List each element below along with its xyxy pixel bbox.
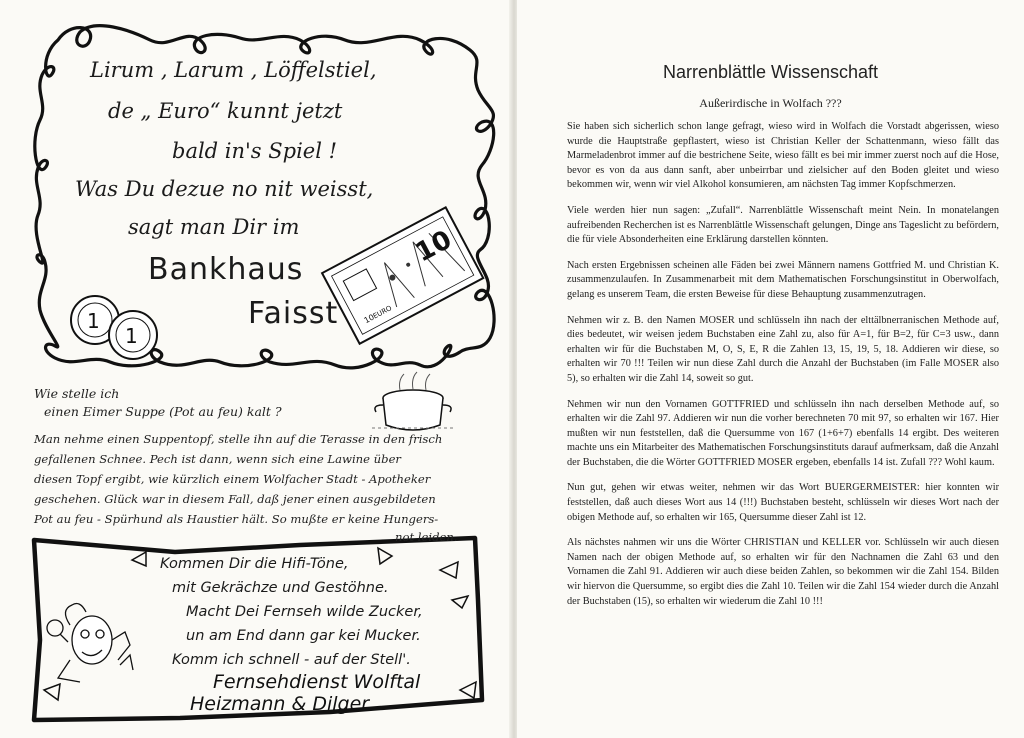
svg-text:1: 1 bbox=[87, 309, 100, 333]
bankhaus-ad-line: bald in's Spiel ! bbox=[172, 139, 338, 163]
svg-text:1: 1 bbox=[125, 324, 138, 348]
article-paragraph: Nehmen wir z. B. den Namen MOSER und schlüsseln ihn nach der elttälbnerranischen Methode auf, dies bedeutet, wir weisen jedem Buchstaben eine Zahl zu, also für A=1, für B=2, für C=3 usw., dann erhalten wir für die Buchstaben M, O, S, E, R die Zahlen 13, 15, 19, 5, 18. Addieren wir diese, so erhalten wir 70 !!! Teilen wir nun diese Zahl durch die Anzahl der Buchstaben (im Falle MOSER also 5), so erhalten wir die Zahl 14, soweit so gut. bbox=[567, 314, 999, 384]
fernseh-ad-line: un am End dann gar kei Mucker. bbox=[186, 628, 421, 644]
joke-heading: Wie stelle ich bbox=[34, 386, 120, 401]
fernseh-ad-line: Komm ich schnell - auf der Stell'. bbox=[172, 652, 411, 668]
bankhaus-ad-line: Was Du dezue no nit weisst, bbox=[75, 177, 374, 201]
cooking-pot-illustration bbox=[372, 372, 455, 430]
article-paragraph: Nach ersten Ergebnissen scheinen alle Fäden bei zwei Männern namens Gottfried M. und Christian K. zusammenzulaufen. In Zusammenarbeit mit dem Mathematischen Forschungsinstitut in Oberwolfach, gelang es unserem Team, die ersten Beweise für diese Behauptung zusammenzutragen. bbox=[567, 259, 999, 300]
joke-line: diesen Topf ergibt, wie kürzlich einem Wolfacher Stadt - Apotheker bbox=[34, 472, 431, 486]
fernseh-ad-line: Macht Dei Fernseh wilde Zucker, bbox=[186, 604, 423, 620]
article-body bbox=[567, 120, 999, 620]
bankhaus-ad-line: Lirum , Larum , Löffelstiel, bbox=[90, 58, 377, 82]
article-subtitle: Außerirdische in Wolfach ??? bbox=[699, 96, 842, 110]
article-paragraph: Nun gut, gehen wir etwas weiter, nehmen wir das Wort BUERGERMEISTER: hier konnten wir feststellen, daß auch dieses Wort aus 14 (!!!) Buchstaben besteht, schlüsseln wir dieses Wort nach der obigen Methode auf, so erhalten wir 165, Quersumme dieser Zahl ist 12. bbox=[567, 482, 999, 523]
joke-line: geschehen. Glück war in diesem Fall, daß jener einen ausgebildeten bbox=[34, 492, 436, 506]
euro-coins-illustration bbox=[71, 296, 157, 359]
cartoon-technician-illustration bbox=[47, 604, 133, 682]
bankhaus-ad-line: de „ Euro“ kunnt jetzt bbox=[108, 99, 343, 123]
shop-owners: Heizmann & Dilger bbox=[190, 693, 370, 715]
shop-name: Fernsehdienst Wolftal bbox=[213, 671, 421, 693]
joke-line: gefallenen Schnee. Pech ist dann, wenn sich eine Lawine über bbox=[34, 452, 401, 466]
article-paragraph: Nehmen wir nun den Vornamen GOTTFRIED und schlüsseln ihn nach derselben Methode auf, so erhalten wir die Zahl 97. Addieren wir nun die vorher berechneten 70 mit 97, so erhalten wir 167. Hier mußten wir nun feststellen, daß die Quersumme von 167 (1+6+7) ebenfalls 14 ergibt. Des weiteren machte uns ein Mitarbeiter des Mathematischen Forschungsinstituts darauf aufmerksam, daß die Anzahl der Buchstaben, die die Wörter GOTTFRIED MOSER ergeben, ebenfalls 14 ist. Zufall ??? Wohl kaum. bbox=[567, 398, 999, 468]
bank-name-second: Faisst bbox=[248, 296, 339, 331]
article-title: Narrenblättle Wissenschaft bbox=[662, 62, 879, 82]
right-page bbox=[517, 0, 1024, 738]
svg-text:10: 10 bbox=[410, 224, 457, 269]
banknote-illustration bbox=[322, 207, 483, 343]
joke-heading-second: einen Eimer Suppe (Pot au feu) kalt ? bbox=[44, 404, 282, 419]
article-paragraph: Als nächstes nahmen wir uns die Wörter CHRISTIAN und KELLER vor. Schlüsseln wir auch diesen Namen nach der obigen Methode auf, so erhalten wir für den Nachnamen die Zahl 63 und den Vornamen die Zahl 91. Addieren wir auch diese beiden Zahlen, so bekommen wir die Zahl 154. Bilden wir hiervon die Quersumme, so ergibt dies die Zahl 10. Teilen wir die Zahl 154 wieder durch die Anzahl der Buchstaben (15), so erhalten wir wiederum die Zahl 10 !!! bbox=[567, 537, 999, 607]
joke-line: Pot au feu - Spürhund als Haustier hält. So mußte er keine Hungers- bbox=[34, 512, 439, 526]
bank-name: Bankhaus bbox=[148, 252, 304, 287]
joke-line: not leiden. bbox=[395, 530, 458, 544]
fernseh-ad-line: Kommen Dir die Hifi-Töne, bbox=[160, 556, 349, 572]
joke-line: Man nehme einen Suppentopf, stelle ihn auf die Terasse in den frisch bbox=[34, 432, 443, 446]
svg-text:EURO: EURO bbox=[371, 304, 394, 321]
svg-text:10: 10 bbox=[362, 312, 376, 326]
article-paragraph: Sie haben sich sicherlich schon lange gefragt, wieso wird in Wolfach die Vorstadt abgerissen, wieso wurde die Hauptstraße gepflastert, wieso ist Christian Keller der Schattenmann, wieso fällt das Marmeladenbrot immer auf die bestrichene Seite, wieso fällt es bei mir immer zuerst noch auf die Hose, bevor es von da aus dann sanft, aber unbeirrbar und zielsicher auf den Boden gleitet und wieso bekommen wir, wenn wir viel Alkohol konsumieren, am nächsten Tag immer Kopfschmerzen. bbox=[567, 121, 999, 191]
bankhaus-ad-line: sagt man Dir im bbox=[128, 215, 300, 239]
fernseh-ad-line: mit Gekrächze und Gestöhne. bbox=[172, 580, 389, 596]
article-paragraph: Viele werden hier nun sagen: „Zufall“. Narrenblättle Wissenschaft meint Nein. In monatelangen aufreibenden Recherchen ist es Narrenblättle Wissenschaft gelungen, Dinge ans Tageslicht zu befördern, die für viele Absonderheiten eine Erklärung darstellen könnten. bbox=[567, 204, 999, 246]
